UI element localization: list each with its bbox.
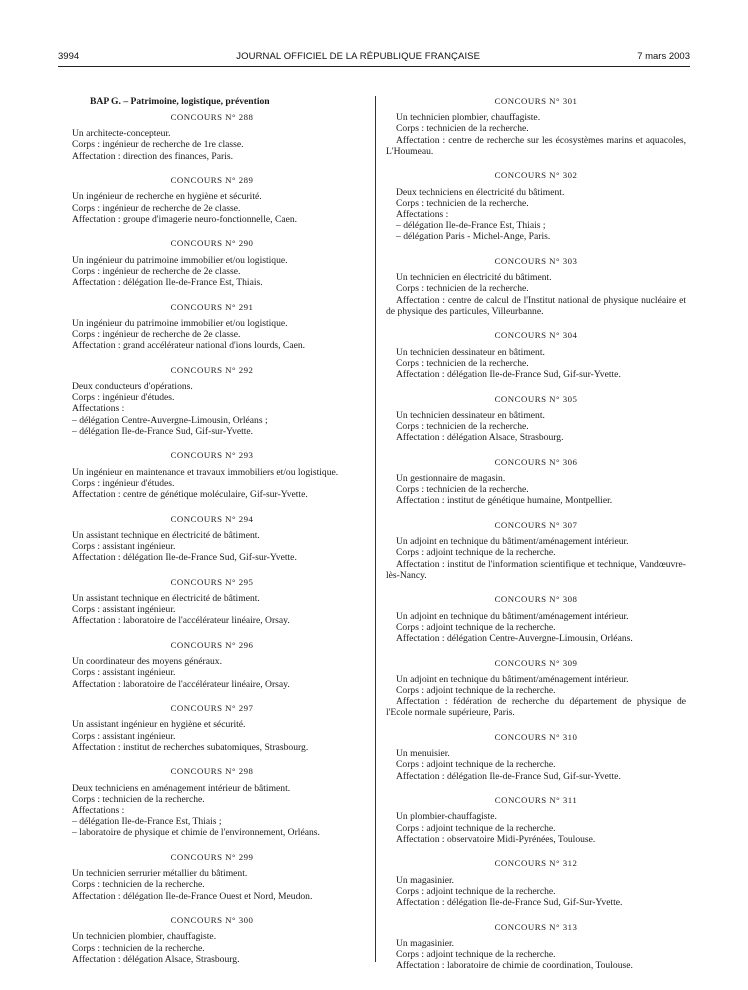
concours-entry [62, 112, 362, 162]
concours-entry [62, 302, 362, 352]
concours-title: CONCOURS N° 303 [494, 256, 578, 267]
concours-line: Corps : assistant ingénieur. [72, 730, 176, 742]
concours-line: Deux techniciens en aménagement intérieur de bâtiment. [72, 782, 291, 794]
concours-title: CONCOURS N° 293 [170, 450, 254, 461]
concours-line: Affectations : [72, 403, 125, 415]
concours-line: Corps : adjoint technique de la recherche. [396, 547, 556, 559]
concours-entry [62, 238, 362, 288]
concours-line: Un adjoint en technique du bâtiment/aménagement intérieur. [396, 610, 629, 622]
concours-line: Un adjoint en technique du bâtiment/aménagement intérieur. [396, 536, 629, 548]
concours-line: Un assistant technique en électricité de bâtiment. [72, 593, 260, 605]
publication-date: 7 mars 2003 [637, 51, 690, 62]
concours-line: Corps : adjoint technique de la recherche. [396, 685, 556, 697]
concours-entry [386, 96, 686, 157]
concours-line: Corps : assistant ingénieur. [72, 604, 176, 616]
concours-line: Un coordinateur des moyens généraux. [72, 656, 222, 668]
concours-line: Un technicien serrurier métallier du bâtiment. [72, 868, 248, 880]
concours-title: CONCOURS N° 298 [170, 766, 254, 777]
concours-line: Affectation : direction des finances, Paris. [72, 150, 233, 162]
concours-title: CONCOURS N° 313 [494, 921, 578, 932]
concours-line: Corps : technicien de la recherche. [72, 942, 205, 954]
concours-entry [62, 852, 362, 902]
concours-entry [62, 514, 362, 564]
concours-line: Affectation : institut de l'information scientifique et technique, Vandœuvre-lès-Nancy. [386, 558, 686, 581]
page-number: 3994 [58, 51, 80, 62]
concours-line: Corps : ingénieur de recherche de 1re classe. [72, 139, 244, 151]
concours-title: CONCOURS N° 309 [494, 657, 578, 668]
concours-line: Un plombier-chauffagiste. [396, 811, 497, 823]
concours-line: Corps : technicien de la recherche. [396, 283, 529, 295]
concours-line: Corps : adjoint technique de la recherche. [396, 759, 556, 771]
concours-line: Corps : technicien de la recherche. [396, 484, 529, 496]
concours-line: Affectations : [72, 805, 125, 817]
concours-entry [386, 520, 686, 581]
concours-line: – délégation Ile-de-France Sud, Gif-sur-Yvette. [72, 425, 254, 437]
concours-line: Corps : technicien de la recherche. [396, 357, 529, 369]
concours-entry [386, 858, 686, 908]
concours-line: Corps : ingénieur de recherche de 2e classe. [72, 329, 241, 341]
concours-line: – délégation Ile-de-France Est, Thiais ; [396, 220, 546, 232]
concours-line: – délégation Ile-de-France Est, Thiais ; [72, 816, 222, 828]
concours-line: Corps : adjoint technique de la recherche. [396, 949, 556, 961]
concours-title: CONCOURS N° 304 [494, 330, 578, 341]
concours-line: Affectation : laboratoire de l'accélérateur linéaire, Orsay. [72, 678, 290, 690]
concours-line: Deux techniciens en électricité du bâtiment. [396, 186, 565, 198]
concours-entry [386, 922, 686, 972]
concours-line: – délégation Paris - Michel-Ange, Paris. [396, 231, 551, 243]
concours-entry [386, 732, 686, 782]
left-column [62, 96, 362, 978]
concours-line: – laboratoire de physique et chimie de l'environnement, Orléans. [72, 827, 320, 839]
concours-line: Corps : assistant ingénieur. [72, 667, 176, 679]
concours-line: Affectation : institut de recherches subatomiques, Strasbourg. [72, 741, 309, 753]
concours-title: CONCOURS N° 297 [170, 703, 254, 714]
concours-entry [386, 256, 686, 317]
concours-line: Affectation : délégation Ile-de-France Sud, Gif-sur-Yvette. [396, 369, 621, 381]
concours-entry [386, 795, 686, 845]
concours-line: Affectation : laboratoire de chimie de coordination, Toulouse. [396, 960, 633, 972]
concours-line: Un ingénieur du patrimoine immobilier et/ou logistique. [72, 317, 288, 329]
concours-line: Un magasinier. [396, 874, 455, 886]
concours-entry [62, 365, 362, 437]
concours-entry [62, 175, 362, 225]
concours-line: Affectation : grand accélérateur national d'ions lourds, Caen. [72, 340, 306, 352]
concours-line: Un assistant technique en électricité de bâtiment. [72, 529, 260, 541]
concours-line: Affectation : centre de calcul de l'Institut national de physique nucléaire et de physique des particules, Villeurbanne. [386, 294, 686, 317]
concours-title: CONCOURS N° 307 [494, 520, 578, 531]
concours-line: Un technicien dessinateur en bâtiment. [396, 346, 545, 358]
concours-line: Un adjoint en technique du bâtiment/aménagement intérieur. [396, 673, 629, 685]
concours-line: Affectation : centre de recherche sur les écosystèmes marins et aquacoles, L'Houmeau. [386, 134, 686, 157]
concours-line: Affectation : groupe d'imagerie neuro-fonctionnelle, Caen. [72, 213, 298, 225]
concours-line: Corps : technicien de la recherche. [72, 879, 205, 891]
concours-title: CONCOURS N° 294 [170, 513, 254, 524]
concours-title: CONCOURS N° 305 [494, 393, 578, 404]
concours-title: CONCOURS N° 302 [494, 170, 578, 181]
concours-entry [62, 915, 362, 965]
concours-line: Affectation : délégation Ile-de-France Sud, Gif-Sur-Yvette. [396, 897, 623, 909]
concours-title: CONCOURS N° 300 [170, 915, 254, 926]
concours-entry [386, 594, 686, 644]
column-divider [375, 96, 376, 962]
concours-line: Affectation : laboratoire de l'accélérateur linéaire, Orsay. [72, 615, 290, 627]
concours-title: CONCOURS N° 289 [170, 175, 254, 186]
concours-title: CONCOURS N° 312 [494, 858, 578, 869]
concours-line: Affectation : délégation Ile-de-France Sud, Gif-sur-Yvette. [396, 770, 621, 782]
concours-title: CONCOURS N° 296 [170, 640, 254, 651]
concours-line: Un technicien plombier, chauffagiste. [72, 931, 217, 943]
journal-title: JOURNAL OFFICIEL DE LA RÉPUBLIQUE FRANÇAISE [236, 51, 481, 62]
concours-line: Un ingénieur de recherche en hygiène et sécurité. [72, 191, 262, 203]
concours-title: CONCOURS N° 308 [494, 594, 578, 605]
concours-entry [386, 457, 686, 507]
concours-line: – délégation Centre-Auvergne-Limousin, Orléans ; [72, 414, 268, 426]
concours-line: Un ingénieur du patrimoine immobilier et/ou logistique. [72, 254, 288, 266]
concours-line: Un magasinier. [396, 937, 455, 949]
header-rule [58, 66, 690, 67]
concours-line: Corps : technicien de la recherche. [396, 421, 529, 433]
concours-title: CONCOURS N° 306 [494, 456, 578, 467]
concours-title: CONCOURS N° 299 [170, 852, 254, 863]
concours-line: Affectation : délégation Ile-de-France Sud, Gif-sur-Yvette. [72, 552, 297, 564]
concours-title: CONCOURS N° 291 [170, 301, 254, 312]
concours-title: CONCOURS N° 301 [494, 96, 578, 106]
concours-title: CONCOURS N° 295 [170, 576, 254, 587]
concours-entry [386, 330, 686, 380]
concours-line: Affectation : institut de génétique humaine, Montpellier. [396, 495, 613, 507]
concours-entry [62, 766, 362, 838]
concours-line: Corps : technicien de la recherche. [72, 793, 205, 805]
right-column [386, 96, 686, 985]
concours-line: Corps : ingénieur d'études. [72, 392, 175, 404]
concours-line: Corps : technicien de la recherche. [396, 197, 529, 209]
concours-line: Affectation : délégation Alsace, Strasbourg. [396, 432, 564, 444]
concours-line: Affectation : délégation Ile-de-France Ouest et Nord, Meudon. [72, 890, 313, 902]
concours-line: Un ingénieur en maintenance et travaux immobiliers et/ou logistique. [72, 466, 339, 478]
concours-title: CONCOURS N° 310 [494, 732, 578, 743]
concours-line: Corps : adjoint technique de la recherche. [396, 621, 556, 633]
concours-line: Affectation : délégation Ile-de-France Est, Thiais. [72, 277, 263, 289]
concours-line: Corps : ingénieur d'études. [72, 477, 175, 489]
page-header [58, 51, 690, 67]
concours-line: Affectation : fédération de recherche du département de physique de l'Ecole normale supérieure, Paris. [386, 696, 686, 719]
concours-line: Un gestionnaire de magasin. [396, 473, 506, 485]
concours-line: Corps : adjoint technique de la recherche. [396, 822, 556, 834]
concours-line: Un assistant ingénieur en hygiène et sécurité. [72, 719, 246, 731]
concours-title: CONCOURS N° 288 [170, 112, 254, 122]
concours-entry [62, 450, 362, 500]
concours-line: Un technicien plombier, chauffagiste. [396, 112, 541, 124]
concours-line: Corps : technicien de la recherche. [396, 123, 529, 135]
concours-entry [62, 703, 362, 753]
concours-title: CONCOURS N° 292 [170, 364, 254, 375]
concours-line: Affectation : délégation Alsace, Strasbourg. [72, 953, 240, 965]
concours-line: Deux conducteurs d'opérations. [72, 381, 193, 393]
concours-line: Un architecte-concepteur. [72, 128, 171, 140]
concours-line: Corps : ingénieur de recherche de 2e classe. [72, 265, 241, 277]
concours-line: Affectation : observatoire Midi-Pyrénées, Toulouse. [396, 833, 596, 845]
concours-line: Affectation : centre de génétique moléculaire, Gif-sur-Yvette. [72, 489, 308, 501]
concours-line: Un menuisier. [396, 748, 450, 760]
concours-line: Corps : assistant ingénieur. [72, 541, 176, 553]
concours-entry [386, 170, 686, 242]
section-heading: BAP G. – Patrimoine, logistique, prévention [90, 96, 270, 107]
concours-entry [62, 577, 362, 627]
concours-title: CONCOURS N° 311 [494, 795, 578, 806]
concours-line: Un technicien dessinateur en bâtiment. [396, 409, 545, 421]
concours-line: Affectations : [396, 209, 449, 221]
concours-line: Corps : adjoint technique de la recherche. [396, 885, 556, 897]
concours-line: Affectation : délégation Centre-Auvergne-Limousin, Orléans. [396, 633, 633, 645]
concours-entry [62, 640, 362, 690]
concours-line: Corps : ingénieur de recherche de 2e classe. [72, 202, 241, 214]
concours-entry [386, 394, 686, 444]
concours-entry [386, 658, 686, 719]
concours-line: Un technicien en électricité du bâtiment. [396, 272, 552, 284]
concours-title: CONCOURS N° 290 [170, 238, 254, 249]
